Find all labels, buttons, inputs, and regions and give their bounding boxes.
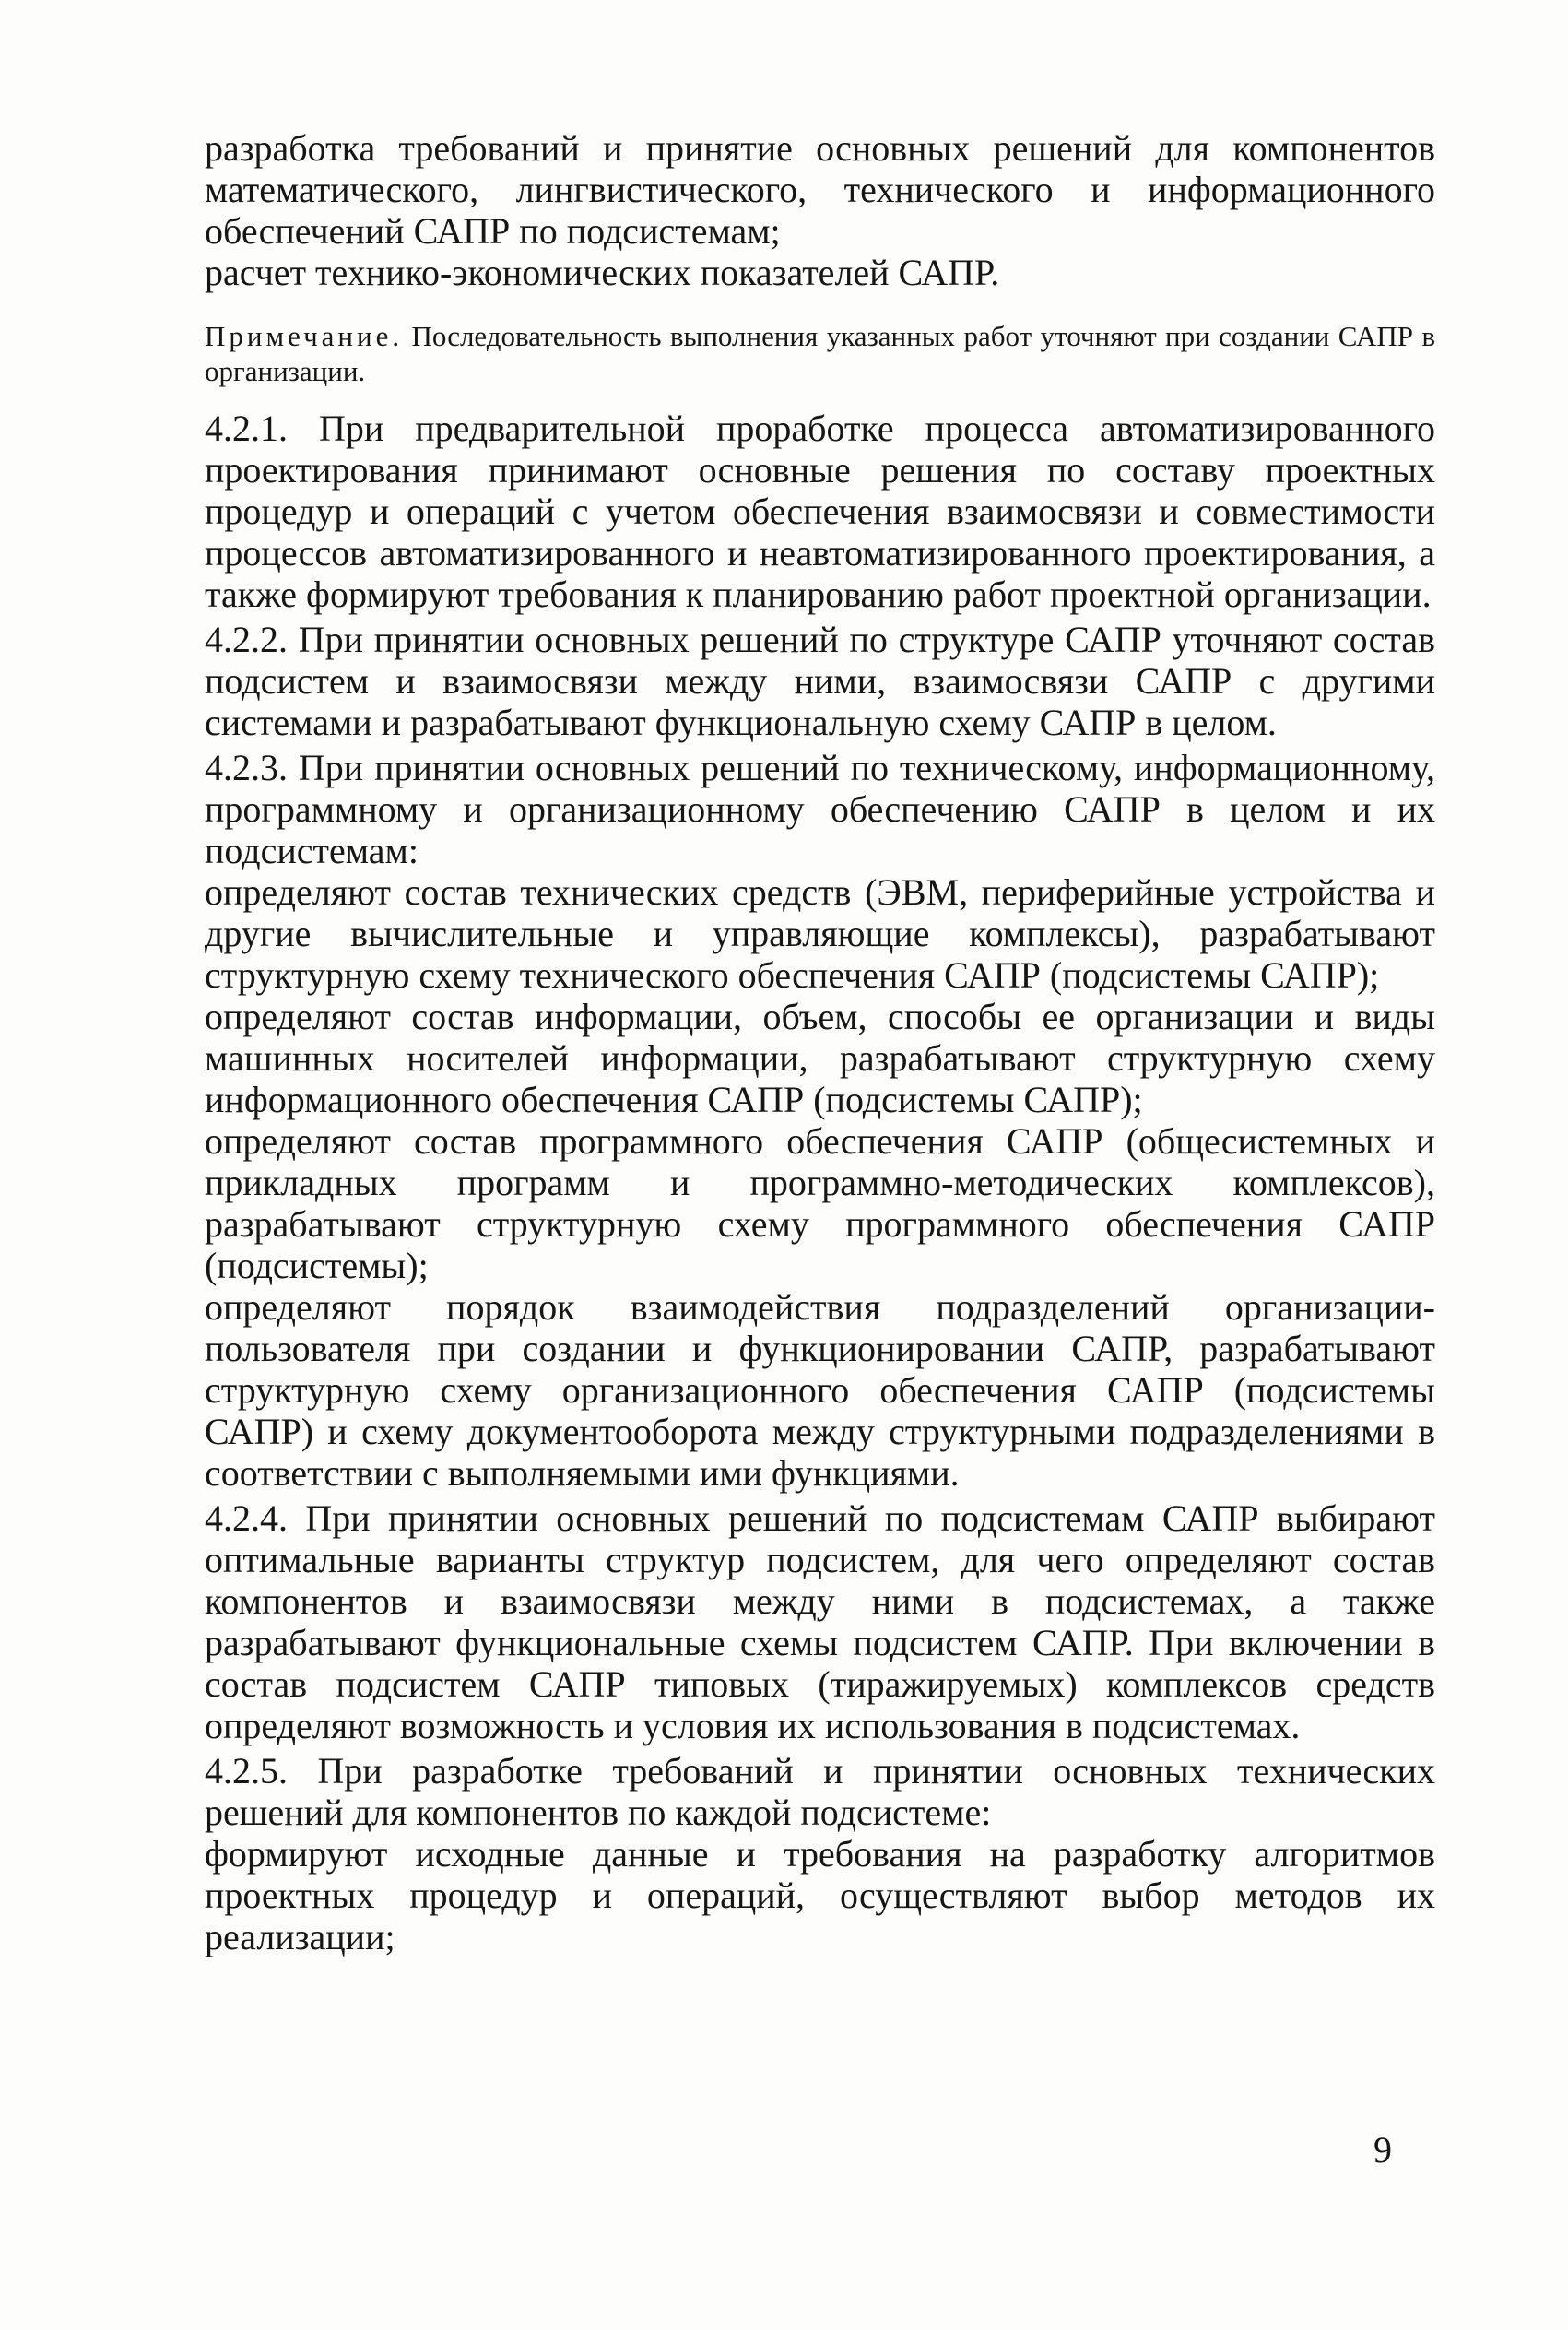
note-text: Последовательность выполнения указанных работ уточняют при создании САПР в организации. bbox=[205, 320, 1436, 387]
section-4-2-1: 4.2.1. При предварительной проработке процесса автоматизированного проектирования принимают основные решения по составу проектных процедур и операций с учетом обеспечения взаимосвязи и совместимости процессов автоматизированного и неавтоматизированного проектирования, а также формируют требования к планированию работ проектной организации. bbox=[205, 408, 1435, 615]
section-4-2-3-item-organizational: определяют порядок взаимодействия подразделений организации-пользователя при создании и функционировании САПР, разрабатывают структурную схему организационного обеспечения САПР (подсистемы САПР) и схему документооборота между структурными подразделениями в соответствии с выполняемыми ими функциями. bbox=[205, 1286, 1435, 1494]
section-4-2-5: 4.2.5. При разработке требований и принятии основных технических решений для компонентов по каждой подсистеме: bbox=[205, 1750, 1435, 1833]
paragraph-economics: расчет технико-экономических показателей САПР. bbox=[205, 252, 1000, 293]
section-4-2-4: 4.2.4. При принятии основных решений по подсистемам САПР выбирают оптимальные варианты структур подсистем, для чего определяют состав компонентов и взаимосвязи между ними в подсистемах, а также разрабатывают функциональные схемы подсистем САПР. При включении в состав подсистем САПР типовых (тиражируемых) комплексов средств определяют возможность и условия их использования в подсистемах. bbox=[205, 1497, 1435, 1746]
note-label: Примечание. bbox=[205, 320, 404, 352]
section-4-2-3: 4.2.3. При принятии основных решений по техническому, информационному, программному и организационному обеспечению САПР в целом и их подсистемам: bbox=[205, 747, 1435, 871]
section-4-2-3-item-software: определяют состав программного обеспечения САПР (общесистемных и прикладных программ и программно-методических комплексов), разрабатывают структурную схему программного обеспечения САПР (подсистемы); bbox=[205, 1120, 1435, 1286]
page-number: 9 bbox=[1373, 2129, 1392, 2170]
section-4-2-3-item-technical: определяют состав технических средств (ЭВМ, периферийные устройства и другие вычислительные и управляющие комплексы), разрабатывают структурную схему технического обеспечения САПР (подсистемы САПР); bbox=[205, 871, 1435, 996]
section-4-2-5-item-algorithms: формируют исходные данные и требования на разработку алгоритмов проектных процедур и операций, осуществляют выбор методов их реализации; bbox=[205, 1833, 1435, 1957]
section-4-2-3-item-information: определяют состав информации, объем, способы ее организации и виды машинных носителей информации, разрабатывают структурную схему информационного обеспечения САПР (подсистемы САПР); bbox=[205, 996, 1435, 1120]
section-4-2-2: 4.2.2. При принятии основных решений по структуре САПР уточняют состав подсистем и взаимосвязи между ними, взаимосвязи САПР с другими системами и разрабатывают функциональную схему САПР в целом. bbox=[205, 619, 1435, 743]
note bbox=[205, 319, 1435, 389]
paragraph-requirements: разработка требований и принятие основных решений для компонентов математического, лингвистического, технического и информационного обеспечений САПР по подсистемам; bbox=[205, 127, 1435, 252]
text-column bbox=[205, 127, 1435, 1957]
